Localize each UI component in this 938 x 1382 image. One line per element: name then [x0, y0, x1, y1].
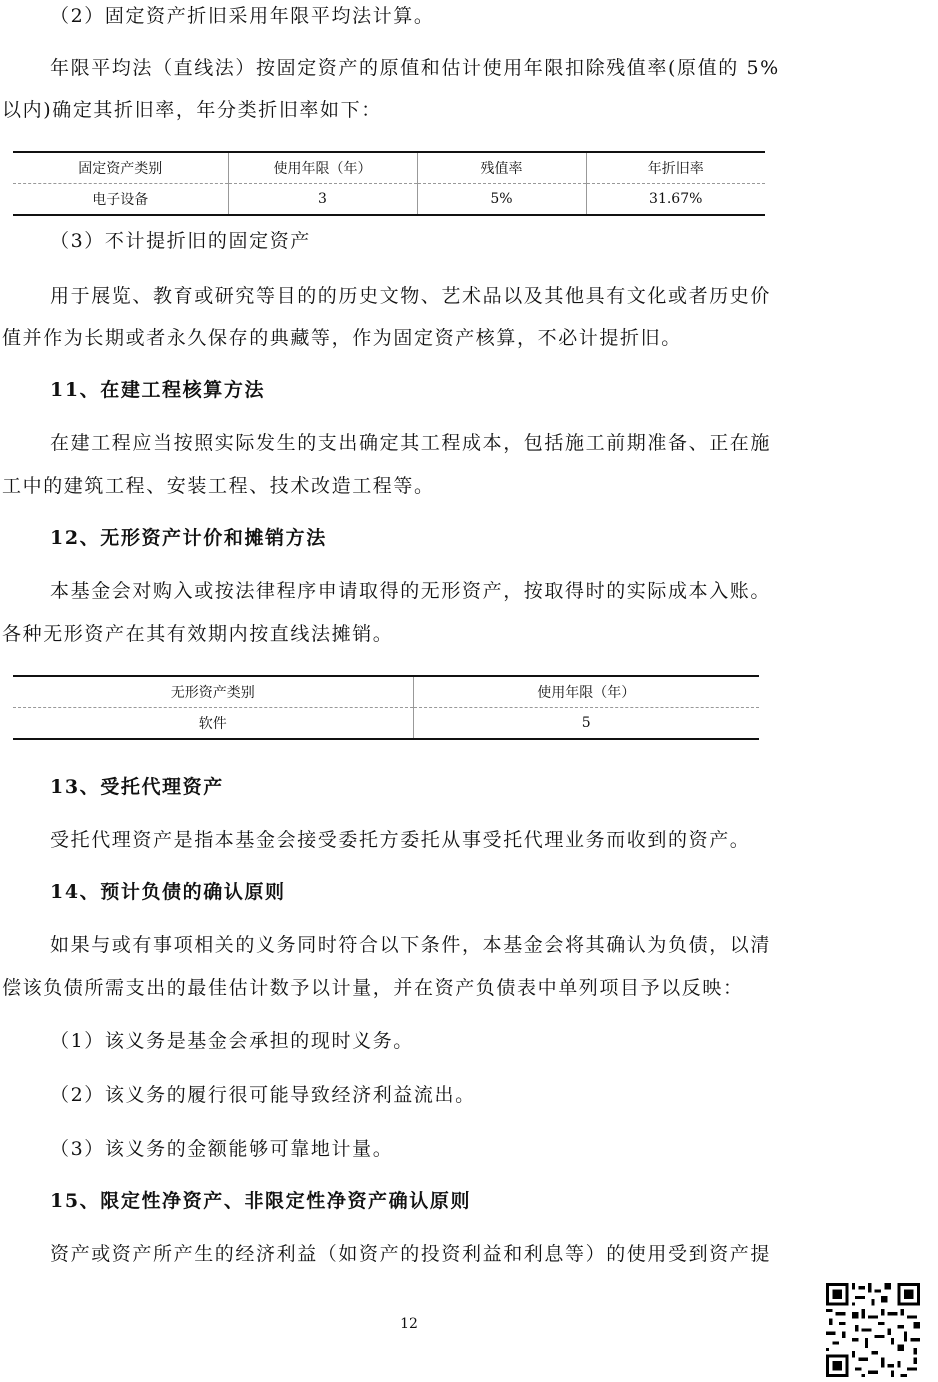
paragraph-depreciation-method: （2）固定资产折旧采用年限平均法计算。 [50, 5, 435, 27]
paragraph-condition-3: （3）该义务的金额能够可靠地计量。 [50, 1138, 394, 1160]
intangible-asset-table [13, 675, 759, 740]
table-header-row [13, 152, 765, 184]
table-cell: 5 [413, 708, 759, 740]
paragraph-construction-2: 工中的建筑工程、安装工程、技术改造工程等。 [2, 475, 435, 497]
paragraph-straight-line-2: 以内)确定其折旧率，年分类折旧率如下： [2, 99, 382, 121]
table-header-row [13, 676, 759, 708]
heading-section-13: 13、受托代理资产 [50, 776, 224, 798]
fixed-asset-depreciation-table [13, 151, 765, 216]
heading-section-11: 11、在建工程核算方法 [50, 379, 266, 401]
paragraph-entrusted-assets: 受托代理资产是指本基金会接受委托方委托从事受托代理业务而收到的资产。 [50, 829, 751, 851]
paragraph-net-assets: 资产或资产所产生的经济利益（如资产的投资利益和利息等）的使用受到资产提 [50, 1243, 772, 1265]
table-header-cell: 使用年限（年） [413, 676, 759, 708]
table-header-cell: 无形资产类别 [13, 676, 413, 708]
table-header-cell: 年折旧率 [586, 152, 765, 184]
table-cell: 电子设备 [92, 192, 149, 208]
paragraph-liabilities-1: 如果与或有事项相关的义务同时符合以下条件，本基金会将其确认为负债，以清 [50, 934, 772, 956]
paragraph-cultural-relics-1: 用于展览、教育或研究等目的的历史文物、艺术品以及其他具有文化或者历史价 [50, 285, 772, 307]
table-row [13, 184, 765, 216]
table-header-cell: 固定资产类别 [13, 152, 228, 184]
table-cell: 3 [228, 184, 417, 216]
table-cell: 软件 [198, 716, 227, 732]
heading-section-14: 14、预计负债的确认原则 [50, 881, 286, 903]
paragraph-intangible-1: 本基金会对购入或按法律程序申请取得的无形资产，按取得时的实际成本入账。 [50, 580, 772, 602]
paragraph-straight-line-1: 年限平均法（直线法）按固定资产的原值和估计使用年限扣除残值率(原值的 5% [50, 57, 780, 79]
table-header-cell: 使用年限（年） [228, 152, 417, 184]
paragraph-condition-1: （1）该义务是基金会承担的现时义务。 [50, 1030, 414, 1052]
paragraph-liabilities-2: 偿该负债所需支出的最佳估计数予以计量，并在资产负债表中单列项目予以反映： [2, 977, 744, 999]
paragraph-cultural-relics-2: 值并作为长期或者永久保存的典藏等，作为固定资产核算，不必计提折旧。 [2, 327, 682, 349]
table-row [13, 708, 759, 740]
table-header-cell: 残值率 [417, 152, 586, 184]
heading-section-15: 15、限定性净资产、非限定性净资产确认原则 [50, 1190, 472, 1212]
heading-section-12: 12、无形资产计价和摊销方法 [50, 527, 327, 549]
paragraph-non-depreciable: （3）不计提折旧的固定资产 [50, 230, 311, 252]
table-cell: 5% [417, 184, 586, 216]
paragraph-construction-1: 在建工程应当按照实际发生的支出确定其工程成本，包括施工前期准备、正在施 [50, 432, 772, 454]
paragraph-intangible-2: 各种无形资产在其有效期内按直线法摊销。 [2, 623, 394, 645]
table-cell: 31.67% [586, 184, 765, 216]
paragraph-condition-2: （2）该义务的履行很可能导致经济利益流出。 [50, 1084, 476, 1106]
qr-code-icon [826, 1283, 920, 1377]
page-number: 12 [400, 1316, 418, 1332]
